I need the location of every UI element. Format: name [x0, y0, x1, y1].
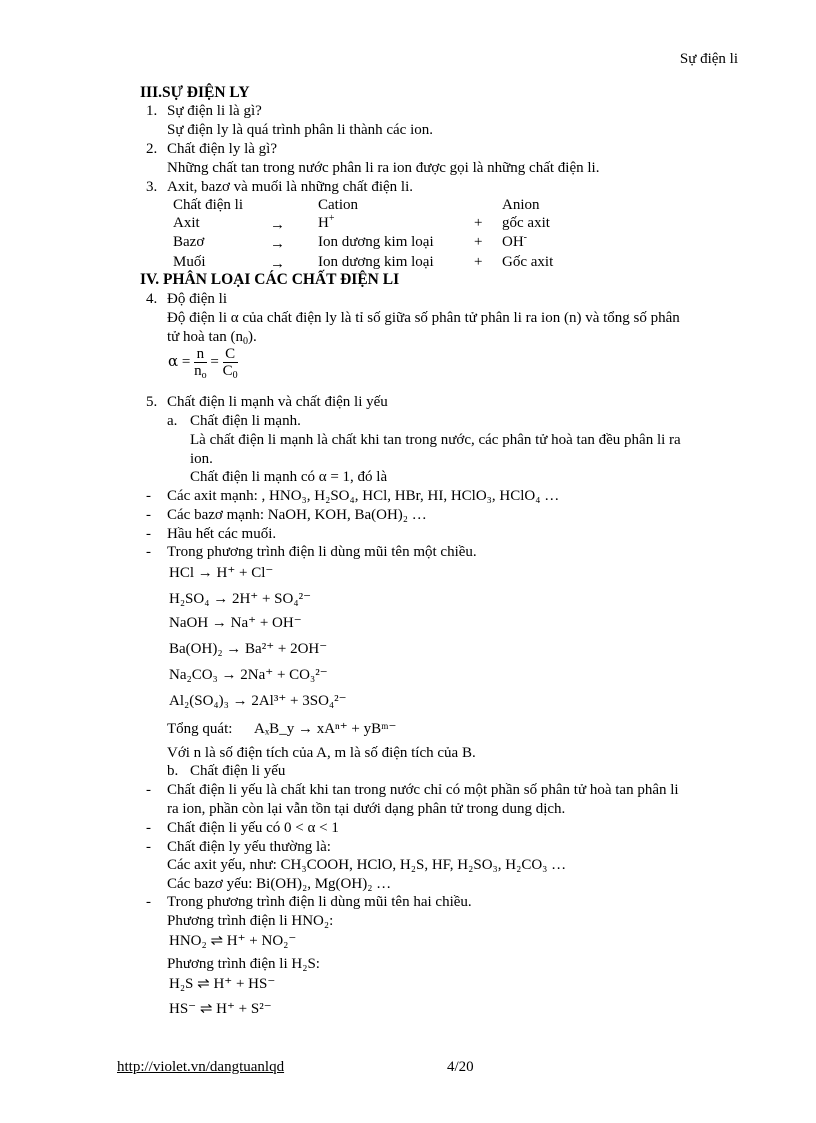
weak-definition-line2: ra ion, phần còn lại vẫn tồn tại dưới dạng phân tử trong dung dịch. — [167, 801, 566, 817]
table-row-arrow: → — [270, 236, 285, 252]
item-4-definition-line1: Độ điện li α của chất điện ly là tỉ số giữa số phân tử phân li ra ion (n) và tổng số phân — [167, 310, 680, 326]
general-label: Tổng quát: — [167, 721, 233, 737]
equation-h2so4: H₂SO₄ → 2H⁺ + SO₄²⁻ — [169, 591, 311, 607]
bullet-dash: - — [146, 488, 151, 504]
table-row-plus: + — [474, 215, 483, 231]
subitem-a-title: Chất điện li mạnh. — [190, 413, 301, 429]
bullet-dash: - — [146, 820, 151, 836]
item-1-question: Sự điện li là gì? — [167, 103, 262, 119]
bullet-dash: - — [146, 507, 151, 523]
subitem-b-title: Chất điện li yếu — [190, 763, 286, 779]
running-header: Sự điện li — [679, 51, 738, 67]
section-title-3: III.SỰ ĐIỆN LY — [140, 84, 250, 101]
alpha-formula: α = $\frac{n}{n_o}$ = $\frac{C}{C_0}$ — [168, 346, 238, 381]
table-row-anion: gốc axit — [502, 215, 550, 231]
item-2-question: Chất điện ly là gì? — [167, 141, 277, 157]
bullet-salts: Hầu hết các muối. — [167, 526, 277, 542]
table-row-anion: Gốc axit — [502, 254, 554, 270]
table-row-arrow: → — [270, 217, 285, 233]
equation-baoh2: Ba(OH)₂ → Ba²⁺ + 2OH⁻ — [169, 641, 328, 657]
bullet-dash: - — [146, 526, 151, 542]
table-row-name: Bazơ — [173, 234, 205, 250]
equation-hno2: HNO₂ ⇌ H⁺ + NO₂⁻ — [169, 933, 297, 949]
equation-h2s: H₂S ⇌ H⁺ + HS⁻ — [169, 976, 276, 992]
hno2-label: Phương trình điện li HNO₂: — [167, 913, 334, 929]
table-row-plus: + — [474, 254, 483, 270]
weak-acids: Các axit yếu, như: CH₃COOH, HClO, H₂S, HF, H₂SO₃, H₂CO₃ … — [167, 857, 567, 873]
table-row-name: Axit — [173, 215, 200, 231]
bullet-dash: - — [146, 894, 151, 910]
strong-definition-line2: ion. — [190, 451, 213, 467]
general-note: Với n là số điện tích của A, m là số điện tích của B. — [167, 745, 476, 761]
table-row-cation: Ion dương kim loại — [318, 234, 434, 250]
item-5-title: Chất điện li mạnh và chất điện li yếu — [167, 394, 388, 410]
table-row-arrow: → — [270, 256, 285, 272]
equation-hs: HS⁻ ⇌ H⁺ + S²⁻ — [169, 1001, 272, 1017]
table-row-cation: H+ — [318, 213, 335, 231]
bullet-dash: - — [146, 839, 151, 855]
weak-usually: Chất điện ly yếu thường là: — [167, 839, 331, 855]
item-5-number: 5. — [146, 394, 158, 410]
subitem-b-label: b. — [167, 763, 179, 779]
weak-definition-line1: Chất điện li yếu là chất khi tan trong nước chỉ có một phần số phân tử hoà tan phân li — [167, 782, 679, 798]
strong-definition-line1: Là chất điện li mạnh là chất khi tan trong nước, các phân tử hoà tan đều phân li ra — [190, 432, 681, 448]
subitem-a-label: a. — [167, 413, 178, 429]
section-title-4: IV. PHÂN LOẠI CÁC CHẤT ĐIỆN LI — [140, 271, 400, 288]
item-4-title: Độ điện li — [167, 291, 227, 307]
table-header-anion: Anion — [502, 197, 540, 213]
table-header-cation: Cation — [318, 197, 358, 213]
equation-al2so43: Al₂(SO₄)₃ → 2Al³⁺ + 3SO₄²⁻ — [169, 693, 347, 709]
bullet-strong-acids: Các axit mạnh: , HNO₃, H₂SO₄, HCl, HBr, HI, HClO₃, HClO₄ … — [167, 488, 560, 504]
table-row-cation: Ion dương kim loại — [318, 254, 434, 270]
weak-two-way-arrow: Trong phương trình điện li dùng mũi tên hai chiều. — [167, 894, 472, 910]
table-row-name: Muối — [173, 254, 206, 270]
bullet-dash: - — [146, 544, 151, 560]
item-4-number: 4. — [146, 291, 158, 307]
footer-link[interactable]: http://violet.vn/dangtuanlqd — [117, 1059, 285, 1075]
strong-definition-line3: Chất điện li mạnh có α = 1, đó là — [190, 469, 388, 485]
item-4-definition-line2: tử hoà $\tan (n_0)$. — [167, 329, 257, 347]
equation-naoh: NaOH → Na⁺ + OH⁻ — [169, 615, 302, 631]
general-equation: AₓB_y → xAⁿ⁺ + yBᵐ⁻ — [254, 721, 397, 737]
table-row-anion: OH- — [502, 232, 528, 250]
bullet-strong-bases: Các bazơ mạnh: NaOH, KOH, Ba(OH)₂ … — [167, 507, 427, 523]
weak-alpha-range: Chất điện li yếu có 0 < α < 1 — [167, 820, 339, 836]
h2s-label: Phương trình điện li H₂S: — [167, 956, 320, 972]
equation-hcl: HCl → H⁺ + Cl⁻ — [169, 565, 274, 581]
table-header-electrolyte: Chất điện li — [173, 197, 243, 213]
bullet-one-way-arrow: Trong phương trình điện li dùng mũi tên một chiều. — [167, 544, 477, 560]
item-3-text: Axit, bazơ và muối là những chất điện li. — [167, 179, 414, 195]
item-2-answer: Những chất tan trong nước phân li ra ion được gọi là những chất điện li. — [167, 160, 600, 176]
item-1-answer: Sự điện ly là quá trình phân li thành các ion. — [167, 122, 433, 138]
item-1-number: 1. — [146, 103, 158, 119]
bullet-dash: - — [146, 782, 151, 798]
item-2-number: 2. — [146, 141, 158, 157]
page-number: 4/20 — [447, 1059, 474, 1075]
equation-na2co3: Na₂CO₃ → 2Na⁺ + CO₃²⁻ — [169, 667, 328, 683]
item-3-number: 3. — [146, 179, 158, 195]
weak-bases: Các bazơ yếu: Bi(OH)₂, Mg(OH)₂ … — [167, 876, 392, 892]
table-row-plus: + — [474, 234, 483, 250]
